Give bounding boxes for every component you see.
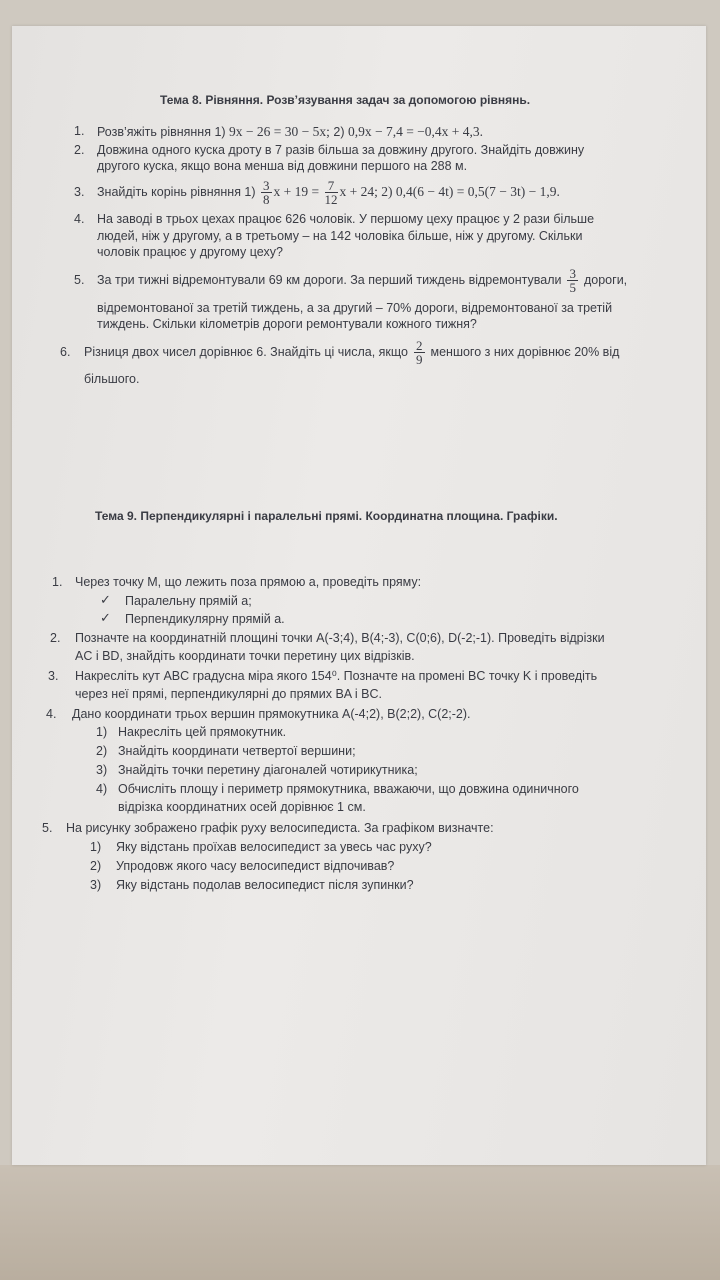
task-text: меншого з них дорівнює 20% від: [430, 345, 620, 359]
fraction-numerator: 3: [263, 178, 270, 194]
task-9-4-3: Знайдіть точки перетину діагоналей чотирикутника;: [118, 763, 418, 777]
equation-1: 9x − 26 = 30 − 5x;: [229, 124, 330, 139]
check-mark-icon: ✓: [100, 592, 111, 607]
subitem-number: 2): [90, 859, 102, 873]
task-8-5-line2: відремонтованої за третій тиждень, а за другий – 70% дороги, відремонтованої за третій: [97, 301, 613, 315]
task-text: Різниця двох чисел дорівнює 6. Знайдіть ці числа, якщо: [84, 345, 408, 359]
fraction: [325, 179, 338, 206]
item-number: 4.: [46, 707, 57, 721]
task-9-5-line1: На рисунку зображено графік руху велосипедиста. За графіком визначте:: [66, 821, 494, 835]
fraction-denominator: 5: [569, 280, 576, 296]
item-number: 1.: [74, 124, 85, 138]
task-9-4-4-line1: Обчисліть площу і периметр прямокутника, вважаючи, що довжина одиничного: [118, 782, 579, 796]
subitem-number: 1): [90, 840, 102, 854]
task-8-1: [97, 123, 483, 141]
task-text: дороги,: [583, 273, 628, 287]
fraction-denominator: 12: [324, 192, 338, 208]
task-8-5-line3: тиждень. Скільки кілометрів дороги ремонтували кожного тижня?: [97, 317, 477, 331]
task-8-2-line2: другого куска, якщо вона менша від довжини першого на 288 м.: [97, 159, 468, 173]
task-text: Розв’яжіть рівняння 1): [97, 125, 230, 139]
task-9-5-2: Упродовж якого часу велосипедист відпочивав?: [116, 859, 395, 873]
check-mark-icon: ✓: [100, 610, 111, 625]
task-9-4-4-line2: відрізка координатних осей дорівнює 1 см.: [118, 800, 366, 814]
task-9-4-1: Накресліть цей прямокутник.: [118, 725, 287, 739]
task-9-3-line1: Накресліть кут ABC градусна міра якого 154⁰. Позначте на промені BC точку K і проведіть: [75, 669, 598, 683]
fraction-denominator: 8: [263, 192, 270, 208]
subitem-number: 1): [96, 725, 108, 739]
task-9-1-line1: Через точку М, що лежить поза прямою а, проведіть пряму:: [75, 575, 422, 589]
subitem-number: 2): [96, 744, 108, 758]
subitem-number: 3): [90, 878, 102, 892]
item-number: 1.: [52, 575, 63, 589]
task-text: 2): [329, 125, 348, 139]
task-8-4-line2: людей, ніж у другому, а в третьому – на 142 чоловіка більше, ніж у другому. Скільки: [97, 229, 583, 243]
task-9-1-option1: Паралельну прямій а;: [125, 594, 252, 608]
equation-2: 0,9x − 7,4 = −0,4x + 4,3.: [347, 124, 484, 139]
task-9-4-2: Знайдіть координати четвертої вершини;: [118, 744, 356, 758]
task-9-3-line2: через неї прямі, перпендикулярні до прямих BA і BC.: [75, 687, 383, 701]
fraction-numerator: 2: [416, 338, 423, 354]
topic8-title: Тема 8. Рівняння. Розв’язування задач за допомогою рівнянь.: [160, 93, 531, 107]
item-number: 2.: [50, 631, 61, 645]
topic9-title: Тема 9. Перпендикулярні і паралельні прямі. Координатна площина. Графіки.: [95, 509, 558, 523]
equation-part: x + 19 =: [273, 184, 323, 199]
task-8-4-line3: чоловік працює у другому цеху?: [97, 245, 283, 259]
subitem-number: 4): [96, 782, 108, 796]
fraction: [567, 267, 578, 294]
task-9-4-line1: Дано координати трьох вершин прямокутника A(-4;2), B(2;2), C(2;-2).: [72, 707, 471, 721]
task-text: Знайдіть корінь рівняння 1): [97, 185, 260, 199]
task-8-6-line2: більшого.: [84, 372, 140, 386]
equation-part: x + 24; 2) 0,4(6 − 4t) = 0,5(7 − 3t) − 1,9.: [339, 184, 560, 199]
task-9-5-1: Яку відстань проїхав велосипедист за увесь час руху?: [116, 840, 432, 854]
item-number: 3.: [74, 185, 85, 199]
item-number: 2.: [74, 143, 85, 157]
task-9-5-3: Яку відстань подолав велосипедист після зупинки?: [116, 878, 414, 892]
table-surface: [0, 1165, 720, 1280]
task-9-1-option2: Перпендикулярну прямій а.: [125, 612, 285, 626]
item-number: 5.: [42, 821, 53, 835]
task-8-4-line1: На заводі в трьох цехах працює 626 чоловік. У першому цеху працює у 2 рази більше: [97, 212, 595, 226]
task-9-2-line1: Позначте на координатній площині точки A(-3;4), B(4;-3), C(0;6), D(-2;-1). Проведіть відрізки: [75, 631, 605, 645]
item-number: 5.: [74, 273, 85, 287]
item-number: 3.: [48, 669, 59, 683]
task-8-6-line1: [84, 334, 619, 370]
subitem-number: 3): [96, 763, 108, 777]
task-text: За три тижні відремонтували 69 км дороги. За перший тиждень відремонтували: [97, 273, 562, 287]
fraction: [261, 179, 272, 206]
fraction-denominator: 9: [416, 352, 423, 368]
worksheet-page: [12, 26, 706, 1165]
task-8-2-line1: Довжина одного куска дроту в 7 разів більша за довжину другого. Знайдіть довжину: [97, 143, 585, 157]
task-9-2-line2: AC і BD, знайдіть координати точки перетину цих відрізків.: [75, 649, 415, 663]
fraction: [414, 339, 425, 366]
task-8-3: [97, 174, 560, 210]
task-8-5-line1: [97, 262, 627, 298]
item-number: 4.: [74, 212, 85, 226]
item-number: 6.: [60, 345, 71, 359]
fraction-numerator: 3: [569, 266, 576, 282]
fraction-numerator: 7: [325, 179, 338, 193]
